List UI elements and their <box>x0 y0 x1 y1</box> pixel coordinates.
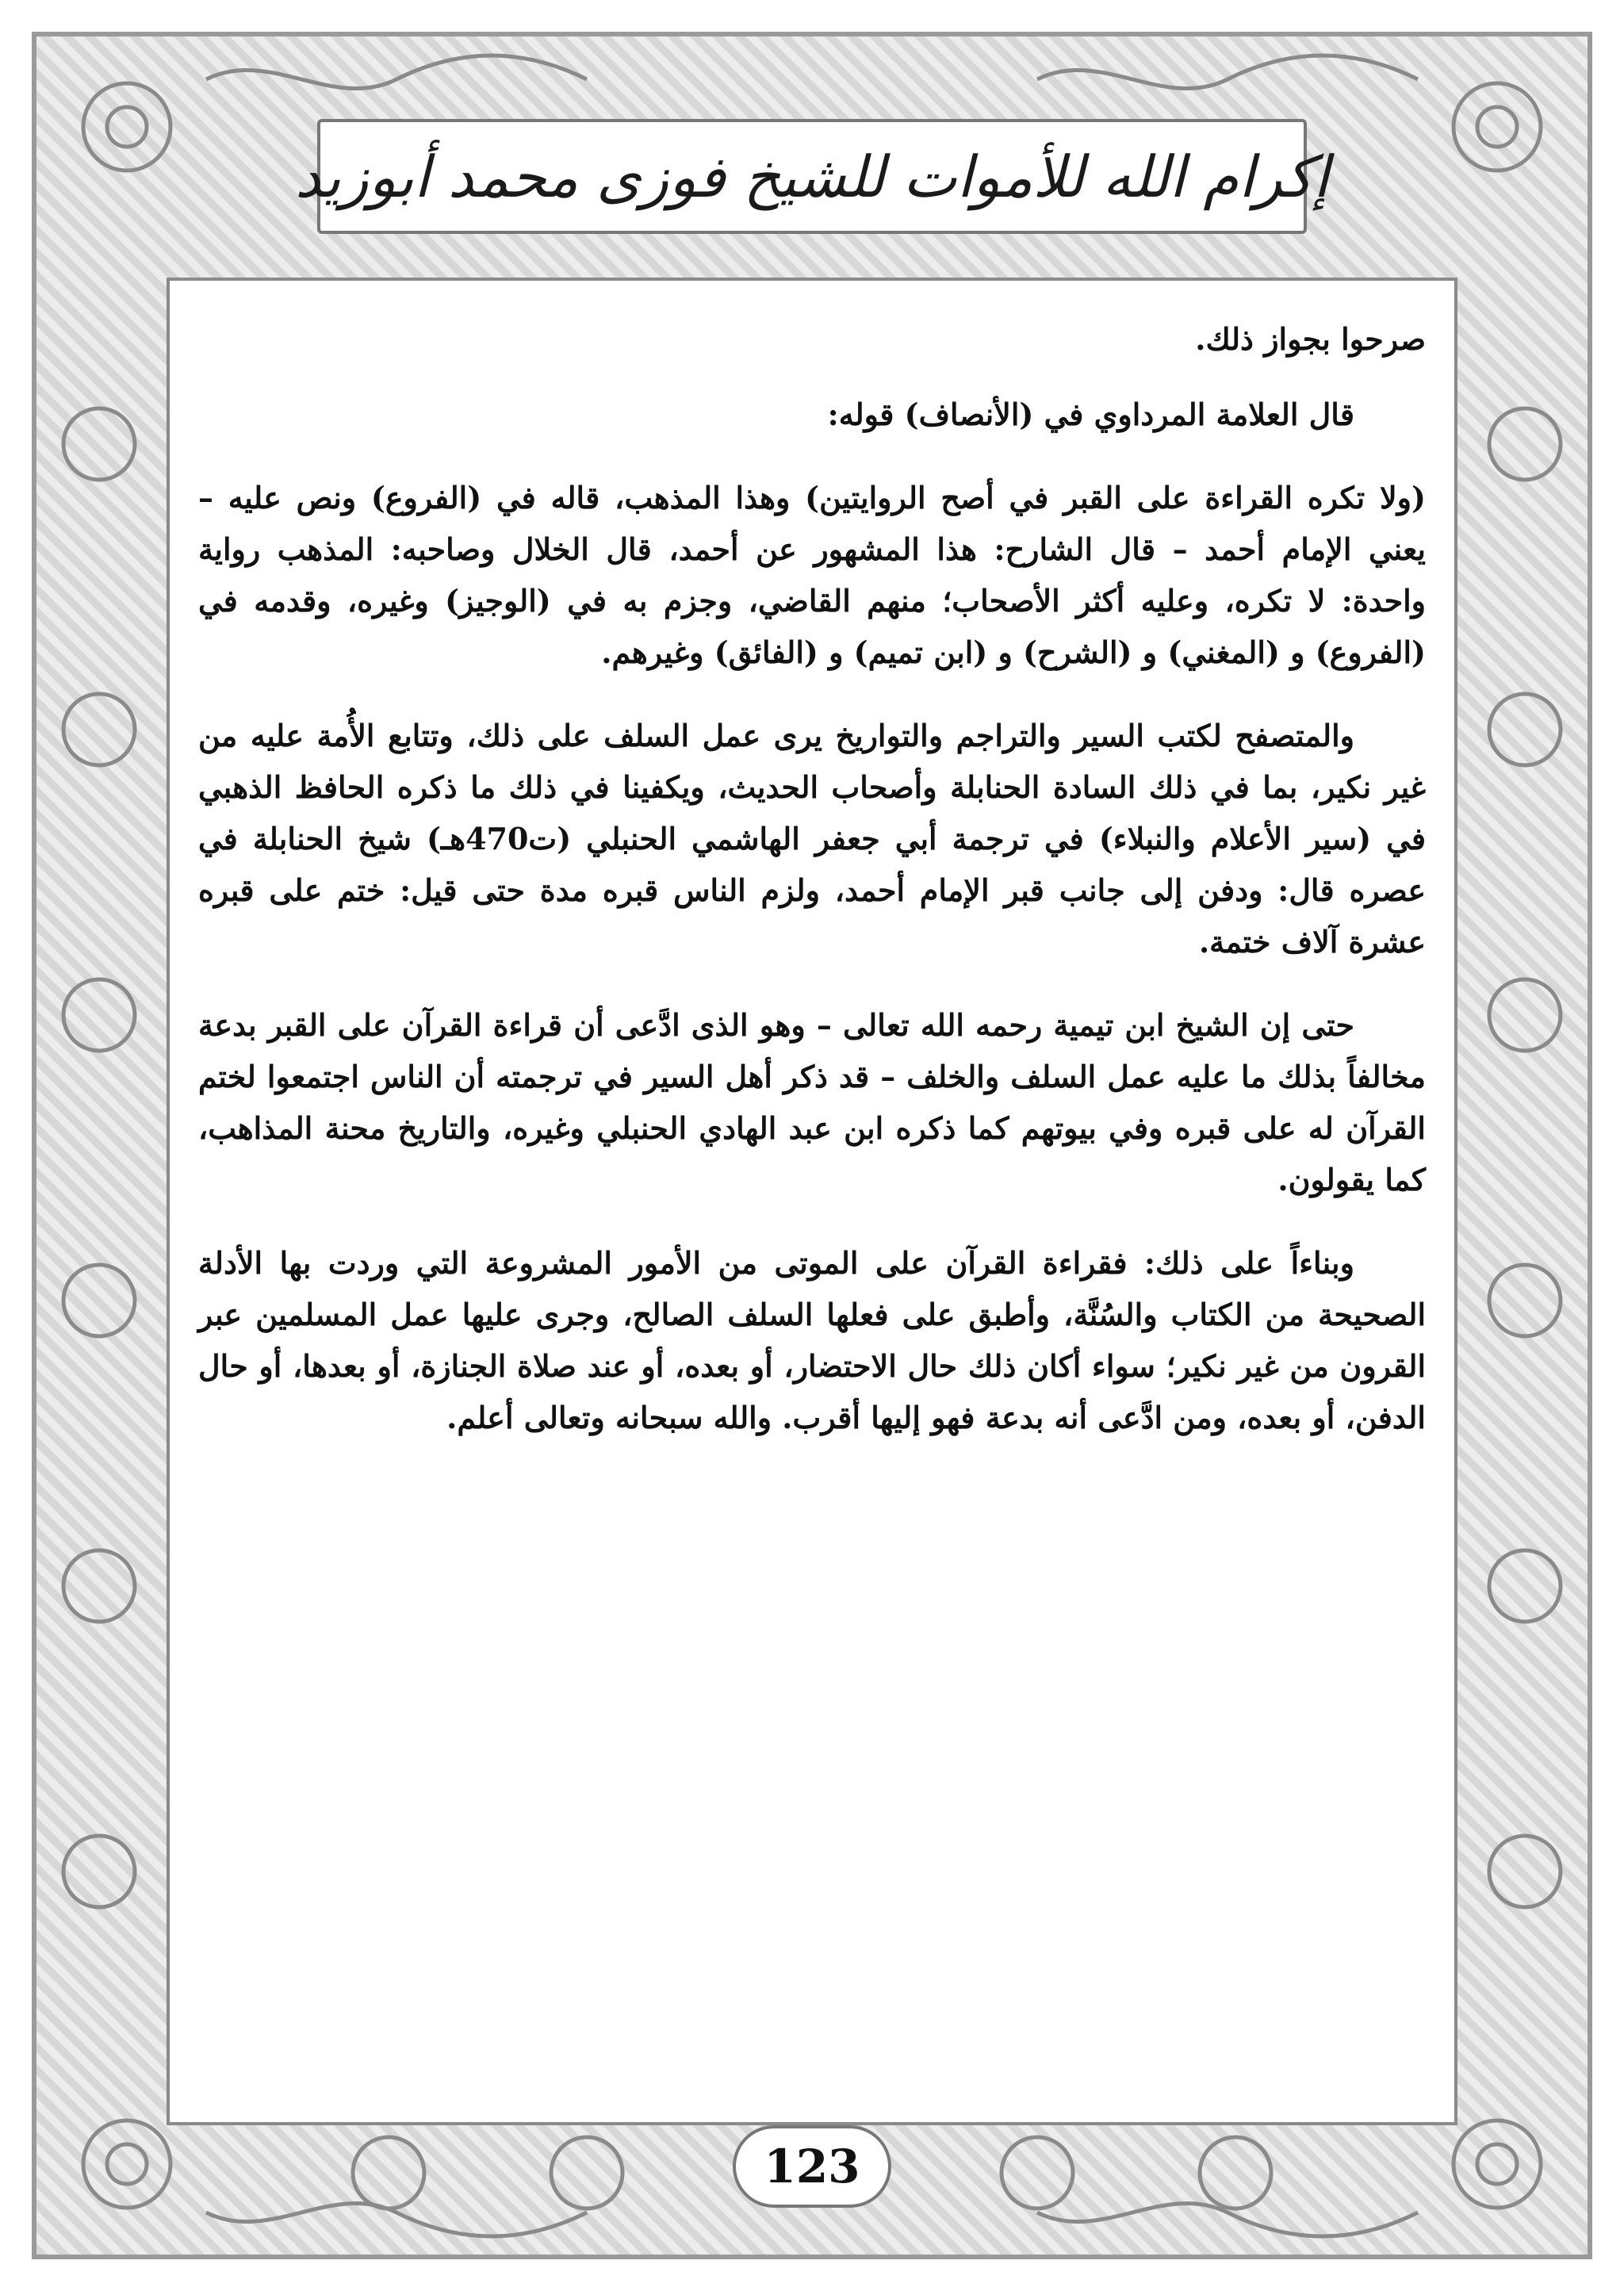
paragraph-5: حتى إن الشيخ ابن تيمية رحمه الله تعالى – وهو الذى ادَّعى أن قراءة القرآن على القبر بدعة مخالفاً بذلك ما عليه عمل السلف والخلف – قد ذكر أهل السير في ترجمته أن الناس اجتمعوا لختم القرآن له على قبره وفي بيوتهم كما ذكره ابن عبد الهادي الحنبلي وغيره، والتاريخ محنة المذاهب، كما يقولون. <box>198 1007 1426 1197</box>
page-title: إكرام الله للأموات للشيخ فوزى محمد أبوزيد <box>295 143 1329 210</box>
page-number: 123 <box>764 2140 860 2193</box>
page-number-badge <box>733 2125 891 2208</box>
title-banner <box>295 119 1329 234</box>
paragraph-1: صرحوا بجواز ذلك. <box>1195 321 1426 357</box>
paragraph-2: قال العلامة المرداوي في (الأنصاف) قوله: <box>827 397 1354 432</box>
paragraph-3: (ولا تكره القراءة على القبر في أصح الروايتين) وهذا المذهب، قاله في (الفروع) ونص عليه – يعني الإمام أحمد – قال الشارح: هذا المشهور عن أحمد، قال الخلال وصاحبه: المذهب رواية واحدة: لا تكره، وعليه أكثر الأصحاب؛ منهم القاضي، وجزم به في (الوجيز) وغيره، وقدمه في (الفروع) و (المغني) و (الشرح) و (ابن تميم) و (الفائق) وغيرهم. <box>198 480 1426 670</box>
paragraph-4: والمتصفح لكتب السير والتراجم والتواريخ يرى عمل السلف على ذلك، وتتابع الأُمة عليه من غير نكير، بما في ذلك السادة الحنابلة وأصحاب الحديث، ويكفينا في ذلك ما ذكره الحافظ الذهبي في (سير الأعلام والنبلاء) في ترجمة أبي جعفر الهاشمي الحنبلي (ت470هـ) شيخ الحنابلة في عصره قال: ودفن إلى جانب قبر الإمام أحمد، ولزم الناس قبره مدة حتى قيل: ختم على قبره عشرة آلاف ختمة. <box>198 718 1426 960</box>
paragraph-6: وبناءاً على ذلك: فقراءة القرآن على الموتى من الأمور المشروعة التي وردت بها الأدلة الصحيحة من الكتاب والسُنَّة، وأطبق على فعلها السلف الصالح، وجرى عليها عمل المسلمين عبر القرون من غير نكير؛ سواء أكان ذلك حال الاحتضار، أو بعده، أو عند صلاة الجنازة، أو بعدها، أو حال الدفن، أو بعده، ومن ادَّعى أنه بدعة فهو إليها أقرب. والله سبحانه وتعالى أعلم. <box>198 1245 1426 1435</box>
body-text <box>198 313 1426 1475</box>
